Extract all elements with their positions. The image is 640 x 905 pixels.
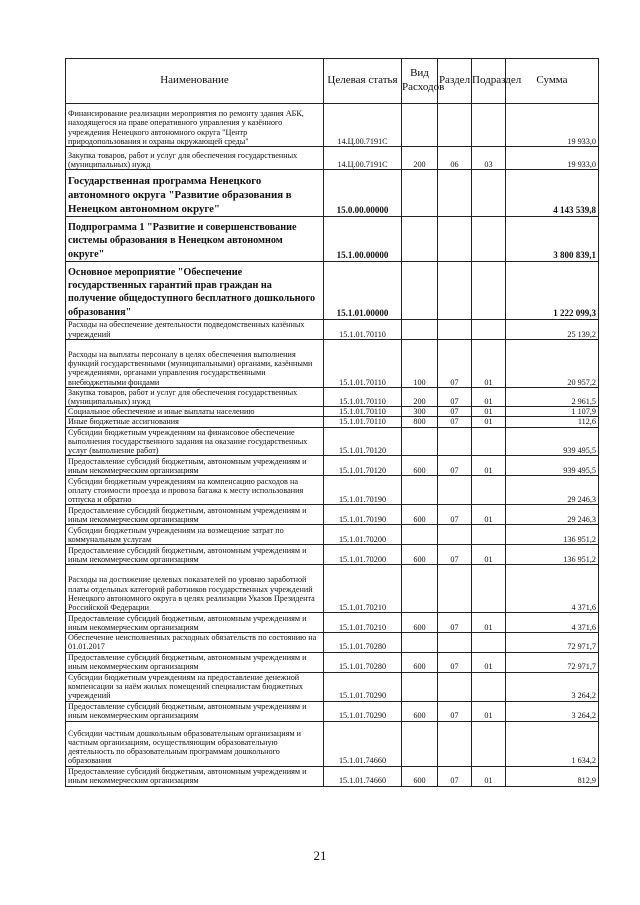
row-section: 07 <box>438 545 472 565</box>
row-amount: 19 933,0 <box>506 147 599 170</box>
row-code: 15.1.01.70200 <box>324 545 402 565</box>
row-section <box>438 217 472 262</box>
row-type <box>402 525 438 545</box>
row-amount: 1 107,9 <box>506 407 599 417</box>
row-section: 07 <box>438 417 472 427</box>
row-subsection <box>472 319 506 339</box>
row-type: 200 <box>402 387 438 406</box>
row-type: 800 <box>402 417 438 427</box>
row-code: 15.1.01.74660 <box>324 766 402 786</box>
header-code: Целевая статья <box>324 59 402 104</box>
row-amount: 25 139,2 <box>506 319 599 339</box>
row-name: Обеспечение неисполненных расходных обязательств по состоянию на 01.01.2017 <box>66 633 324 652</box>
row-type <box>402 476 438 505</box>
row-name: Субсидии частным дошкольным образовательным организациям и частным организациям, осуществляющим образовательную деятельность по образовательным программам дошкольного образования <box>66 721 324 766</box>
row-name: Основное мероприятие "Обеспечение государственных гарантий прав граждан на получение общедоступного бесплатного дошкольного образования" <box>66 261 324 319</box>
row-type <box>402 261 438 319</box>
row-amount: 939 495,5 <box>506 427 599 456</box>
table-row <box>66 417 599 427</box>
row-amount: 29 246,3 <box>506 505 599 525</box>
row-type <box>402 427 438 456</box>
row-section <box>438 104 472 147</box>
table-row <box>66 565 599 613</box>
row-section <box>438 721 472 766</box>
row-code: 15.1.00.00000 <box>324 217 402 262</box>
row-amount: 19 933,0 <box>506 104 599 147</box>
row-section: 07 <box>438 456 472 476</box>
row-section: 07 <box>438 407 472 417</box>
row-section <box>438 672 472 701</box>
table-row <box>66 147 599 170</box>
table-row <box>66 456 599 476</box>
row-name: Расходы на достижение целевых показателей по уровню заработной платы отдельных категорий работников государственных учреждений Ненецкого автономного округа в целях реализации Указов Президента Российской Федерации <box>66 565 324 613</box>
table-row <box>66 672 599 701</box>
row-amount: 4 143 539,8 <box>506 170 599 217</box>
row-code: 15.1.01.00000 <box>324 261 402 319</box>
row-name: Предоставление субсидий бюджетным, автономным учреждениям и иным некоммерческим организациям <box>66 545 324 565</box>
header-name: Наименование <box>66 59 324 104</box>
row-subsection <box>472 217 506 262</box>
row-amount: 1 634,2 <box>506 721 599 766</box>
row-section <box>438 427 472 456</box>
header-subsection: Подраздел <box>472 59 506 104</box>
table-row <box>66 427 599 456</box>
table-row <box>66 104 599 147</box>
row-section <box>438 476 472 505</box>
row-code: 15.1.01.70280 <box>324 652 402 672</box>
row-type <box>402 217 438 262</box>
row-code: 15.1.01.70200 <box>324 525 402 545</box>
row-type <box>402 633 438 652</box>
row-name: Закупка товаров, работ и услуг для обеспечения государственных (муниципальных) нужд <box>66 147 324 170</box>
row-type <box>402 721 438 766</box>
row-subsection: 01 <box>472 387 506 406</box>
row-amount: 1 222 099,3 <box>506 261 599 319</box>
row-code: 15.1.01.70120 <box>324 456 402 476</box>
row-section: 07 <box>438 387 472 406</box>
row-type <box>402 170 438 217</box>
table-row <box>66 476 599 505</box>
row-section: 07 <box>438 339 472 387</box>
row-subsection <box>472 721 506 766</box>
row-type: 600 <box>402 613 438 633</box>
row-name: Подпрограмма 1 "Развитие и совершенствование системы образования в Ненецком автономном округе" <box>66 217 324 262</box>
row-subsection: 01 <box>472 613 506 633</box>
row-amount: 812,9 <box>506 766 599 786</box>
row-section <box>438 261 472 319</box>
row-subsection <box>472 261 506 319</box>
row-section: 07 <box>438 701 472 721</box>
row-section: 07 <box>438 652 472 672</box>
table-row <box>66 319 599 339</box>
row-subsection <box>472 476 506 505</box>
table-row <box>66 339 599 387</box>
row-section <box>438 319 472 339</box>
row-subsection: 01 <box>472 339 506 387</box>
header-section: Раздел <box>438 59 472 104</box>
row-code: 15.1.01.70210 <box>324 613 402 633</box>
row-section <box>438 525 472 545</box>
row-subsection: 01 <box>472 505 506 525</box>
table-body <box>66 104 599 787</box>
row-type: 100 <box>402 339 438 387</box>
row-code: 15.1.01.70110 <box>324 417 402 427</box>
row-subsection <box>472 170 506 217</box>
row-code: 15.1.01.70110 <box>324 339 402 387</box>
budget-table <box>65 58 599 787</box>
row-amount: 4 371,6 <box>506 613 599 633</box>
row-type: 600 <box>402 505 438 525</box>
row-code: 15.1.01.70280 <box>324 633 402 652</box>
row-name: Социальное обеспечение и иные выплаты населению <box>66 407 324 417</box>
row-amount: 20 957,2 <box>506 339 599 387</box>
row-subsection: 03 <box>472 147 506 170</box>
table-row <box>66 652 599 672</box>
row-name: Предоставление субсидий бюджетным, автономным учреждениям и иным некоммерческим организациям <box>66 766 324 786</box>
row-name: Расходы на выплаты персоналу в целях обеспечения выполнения функций государственными (муниципальными) органами, казёнными учреждениями, органами управления государственными внебюджетными фондами <box>66 339 324 387</box>
row-subsection: 01 <box>472 766 506 786</box>
row-type: 200 <box>402 147 438 170</box>
row-type: 600 <box>402 766 438 786</box>
table-row <box>66 387 599 406</box>
row-subsection: 01 <box>472 417 506 427</box>
row-type: 600 <box>402 652 438 672</box>
row-code: 14.Ц.00.7191С <box>324 104 402 147</box>
row-subsection <box>472 672 506 701</box>
row-name: Предоставление субсидий бюджетным, автономным учреждениям и иным некоммерческим организациям <box>66 613 324 633</box>
row-code: 14.Ц.00.7191С <box>324 147 402 170</box>
row-subsection <box>472 525 506 545</box>
row-subsection <box>472 104 506 147</box>
row-amount: 3 264,2 <box>506 672 599 701</box>
page-number: 21 <box>313 848 327 863</box>
table-row <box>66 170 599 217</box>
row-code: 15.1.01.70290 <box>324 701 402 721</box>
row-type: 600 <box>402 545 438 565</box>
row-amount: 136 951,2 <box>506 525 599 545</box>
row-subsection <box>472 565 506 613</box>
table-header <box>66 59 599 104</box>
row-name: Субсидии бюджетным учреждениям на компенсацию расходов на оплату стоимости проезда и провоза багажа к месту использования отпуска и обратно <box>66 476 324 505</box>
row-name: Субсидии бюджетным учреждениям на предоставление денежной компенсации за наём жилых помещений специалистам бюджетных учреждений <box>66 672 324 701</box>
row-code: 15.1.01.70190 <box>324 505 402 525</box>
table-row <box>66 545 599 565</box>
table-row <box>66 613 599 633</box>
row-name: Предоставление субсидий бюджетным, автономным учреждениям и иным некоммерческим организациям <box>66 456 324 476</box>
row-name: Предоставление субсидий бюджетным, автономным учреждениям и иным некоммерческим организациям <box>66 505 324 525</box>
row-amount: 136 951,2 <box>506 545 599 565</box>
row-section <box>438 170 472 217</box>
row-amount: 72 971,7 <box>506 652 599 672</box>
row-amount: 939 495,5 <box>506 456 599 476</box>
row-section: 07 <box>438 613 472 633</box>
row-amount: 4 371,6 <box>506 565 599 613</box>
row-code: 15.1.01.74660 <box>324 721 402 766</box>
row-type: 600 <box>402 456 438 476</box>
table-row <box>66 505 599 525</box>
row-amount: 3 800 839,1 <box>506 217 599 262</box>
header-type: Вид Расходов <box>402 59 438 104</box>
row-subsection: 01 <box>472 456 506 476</box>
row-section: 07 <box>438 505 472 525</box>
row-section <box>438 633 472 652</box>
row-amount: 112,6 <box>506 417 599 427</box>
row-amount: 29 246,3 <box>506 476 599 505</box>
row-section: 07 <box>438 766 472 786</box>
row-name: Предоставление субсидий бюджетным, автономным учреждениям и иным некоммерческим организациям <box>66 652 324 672</box>
row-name: Закупка товаров, работ и услуг для обеспечения государственных (муниципальных) нужд <box>66 387 324 406</box>
row-subsection: 01 <box>472 545 506 565</box>
row-subsection <box>472 427 506 456</box>
row-amount: 72 971,7 <box>506 633 599 652</box>
row-type: 600 <box>402 701 438 721</box>
table-row <box>66 633 599 652</box>
row-code: 15.1.01.70290 <box>324 672 402 701</box>
row-subsection: 01 <box>472 701 506 721</box>
row-subsection: 01 <box>472 652 506 672</box>
header-amount: Сумма <box>506 59 599 104</box>
table-row <box>66 261 599 319</box>
row-code: 15.1.01.70110 <box>324 387 402 406</box>
row-name: Субсидии бюджетным учреждениям на финансовое обеспечение выполнения государственного задания на оказание государственных услуг (выполнение работ) <box>66 427 324 456</box>
row-subsection: 01 <box>472 407 506 417</box>
row-name: Финансирование реализации мероприятия по ремонту здания АБК, находящегося на праве оперативного управления у казённого учреждения Ненецкого автономного округа "Центр природопользования и охраны окружающей среды" <box>66 104 324 147</box>
row-type <box>402 104 438 147</box>
table-row <box>66 407 599 417</box>
row-name: Иные бюджетные ассигнования <box>66 417 324 427</box>
row-name: Субсидии бюджетным учреждениям на возмещение затрат по коммунальным услугам <box>66 525 324 545</box>
row-code: 15.1.01.70110 <box>324 319 402 339</box>
row-type: 300 <box>402 407 438 417</box>
table-row <box>66 701 599 721</box>
table-row <box>66 721 599 766</box>
row-name: Расходы на обеспечение деятельности подведомственных казённых учреждений <box>66 319 324 339</box>
row-code: 15.1.01.70210 <box>324 565 402 613</box>
row-type <box>402 319 438 339</box>
row-name: Государственная программа Ненецкого автономного округа "Развитие образования в Ненецком автономном округе" <box>66 170 324 217</box>
table-row <box>66 525 599 545</box>
table-row <box>66 217 599 262</box>
row-code: 15.1.01.70120 <box>324 427 402 456</box>
row-amount: 3 264,2 <box>506 701 599 721</box>
row-code: 15.1.01.70190 <box>324 476 402 505</box>
row-code: 15.0.00.00000 <box>324 170 402 217</box>
row-amount: 2 961,5 <box>506 387 599 406</box>
row-name: Предоставление субсидий бюджетным, автономным учреждениям и иным некоммерческим организациям <box>66 701 324 721</box>
row-type <box>402 672 438 701</box>
table-row <box>66 766 599 786</box>
row-code: 15.1.01.70110 <box>324 407 402 417</box>
row-section <box>438 565 472 613</box>
row-subsection <box>472 633 506 652</box>
row-type <box>402 565 438 613</box>
row-section: 06 <box>438 147 472 170</box>
